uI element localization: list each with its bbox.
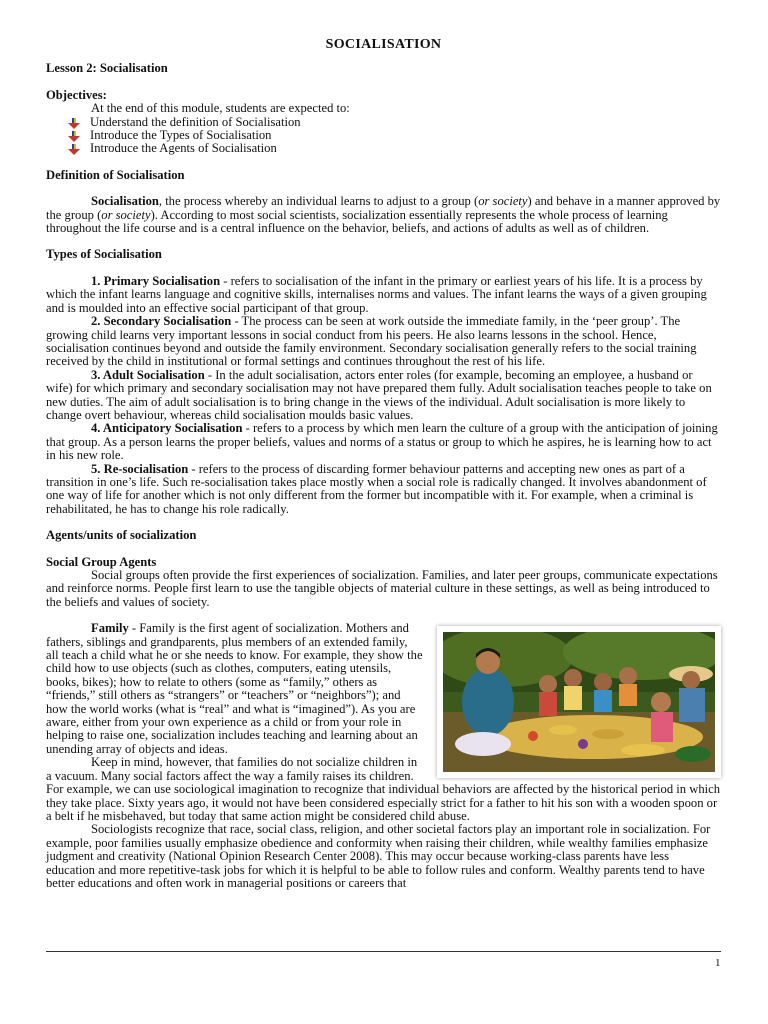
type-paragraph	[46, 369, 721, 423]
objectives-list	[46, 116, 721, 156]
family-label: Family	[91, 621, 129, 636]
type-text: - refers to socialisation of the infant in the primary or earliest years of his life. It is a process by which the infant learns language and cognitive skills, internalises norms and values. The infant learns the ways of a given grouping and is moulded into an effective social participant of that group.	[46, 273, 707, 315]
objectives-intro: At the end of this module, students are expected to:	[91, 101, 350, 116]
type-label: 4. Anticipatory Socialisation	[91, 421, 243, 436]
type-label: 5. Re-socialisation	[91, 461, 189, 476]
definition-emphasis: or society	[101, 207, 151, 222]
definition-text: ) and behave in a manner approved by the group (	[46, 194, 721, 222]
type-paragraph	[46, 463, 721, 517]
page-number: 1	[715, 957, 721, 969]
objective-text: Introduce the Types of Socialisation	[90, 128, 272, 143]
list-item	[68, 142, 721, 155]
social-group-paragraph: Social groups often provide the first experiences of socialization. Families, and later peer groups, communicate expectations and reinforce norms. People first learn to use the tangible objects of material culture in these settings, as well as being introduced to the beliefs and values of society.	[46, 568, 718, 609]
sociologists-paragraph: Sociologists recognize that race, social class, religion, and other societal factors play an important role in socialization. For example, poor families usually emphasize obedience and conformity when raising their children, while wealthy families emphasize judgment and creativity (National Opinion Research Center 2008). This may occur because working-class parents have less education and more repetitive-task jobs for which it is helpful to be able to follow rules and conform. Wealthy parents tend to have better educations and often work in managerial positions or careers that	[46, 822, 711, 890]
type-paragraph	[46, 275, 721, 315]
document-page	[46, 38, 721, 890]
definition-text: , the process whereby an individual learns to adjust to a group (	[158, 194, 479, 209]
family-picnic-illustration	[437, 626, 721, 778]
footer-rule	[46, 951, 721, 952]
type-paragraph	[46, 315, 721, 369]
definition-heading: Definition of Socialisation	[46, 167, 185, 182]
definition-term: Socialisation	[91, 194, 159, 209]
arrow-bullet-icon	[68, 118, 80, 129]
agents-heading: Agents/units of socialization	[46, 528, 197, 543]
arrow-bullet-icon	[68, 144, 80, 155]
objective-text: Understand the definition of Socialisation	[90, 114, 301, 129]
type-label: 2. Secondary Socialisation	[91, 314, 232, 329]
type-paragraph	[46, 422, 721, 462]
objective-text: Introduce the Agents of Socialisation	[90, 141, 277, 156]
type-label: 3. Adult Socialisation	[91, 367, 205, 382]
document-title: SOCIALISATION	[325, 37, 442, 52]
social-group-heading: Social Group Agents	[46, 554, 157, 569]
types-heading: Types of Socialisation	[46, 247, 162, 262]
type-text: - In the adult socialisation, actors enter roles (for example, becoming an employee, a husband or wife) for which primary and secondary socialisation may not have prepared them fully. Adult socialisation teaches people to take on new duties. The aim of adult socialisation is to bring change in the views of the individual. Adult socialisation is more likely to change overt behaviour, whereas child socialisation moulds basic values.	[46, 367, 712, 422]
arrow-bullet-icon	[68, 131, 80, 142]
lesson-heading: Lesson 2: Socialisation	[46, 61, 168, 76]
family-text: - Family is the first agent of socialization. Mothers and fathers, siblings and grandparents, plus members of an extended family, all teach a child what he or she needs to know. For example, they show the child how to use objects (such as clothes, computers, eating utensils, books, bikes); how to relate to others (some as “family,” others as “friends,” still others as “strangers” or “teachers” or “neighbors”); and how the world works (what is “real” and what is “imagined”). As you are aware, either from your own experience as a child or from your role in helping to raise one, socialization includes teaching and learning about an unending array of objects and ideas.	[46, 621, 423, 756]
keep-in-mind-paragraph: Keep in mind, however, that families do not socialize children in a vacuum. Many social factors affect the way a family raises its children. For example, we can use sociological imagination to recognize that individual behaviors are affected by the historical period in which they take place. Sixty years ago, it would not have been considered especially strict for a father to hit his son with a wooden spoon or a belt if he misbehaved, but today that same action might be considered child abuse.	[46, 755, 721, 823]
type-label: 1. Primary Socialisation	[91, 273, 221, 288]
type-text: - The process can be seen at work outside the immediate family, in the ‘peer group’. The growing child learns very important lessons in social conduct from his peers. He also learns lessons in the school. Hence, socialisation continues beyond and outside the family environment. Secondary socialisation generally refers to the social training received by the child in institutional or formal settings and continues throughout the rest of his life.	[46, 314, 697, 369]
definition-emphasis: or society	[478, 194, 528, 209]
list-item	[68, 116, 721, 129]
definition-text: ). According to most social scientists, socialization essentially represents the whole process of learning throughout the life course and is a central influence on the behavior, beliefs, and actions of adults as well as of children.	[46, 207, 668, 236]
family-picnic-picture	[443, 632, 715, 772]
type-text: - refers to the process of discarding former behaviour patterns and accepting new ones as part of a transition in one’s life. Such re-socialisation takes place mostly when a social role is radically changed. It involves abandonment of one way of life for another which is not only different from the former but incompatible with it. For example, when a criminal is rehabilitated, he has to change his role radically.	[46, 461, 707, 516]
definition-paragraph	[46, 195, 721, 235]
type-text: - refers to a process by which men learn the culture of a group with the anticipation of joining that group. As a person learns the proper beliefs, values and norms of a status or group to which he aspires, he is learning how to act in his new role.	[46, 421, 718, 463]
list-item	[68, 129, 721, 142]
objectives-heading: Objectives:	[46, 87, 107, 102]
